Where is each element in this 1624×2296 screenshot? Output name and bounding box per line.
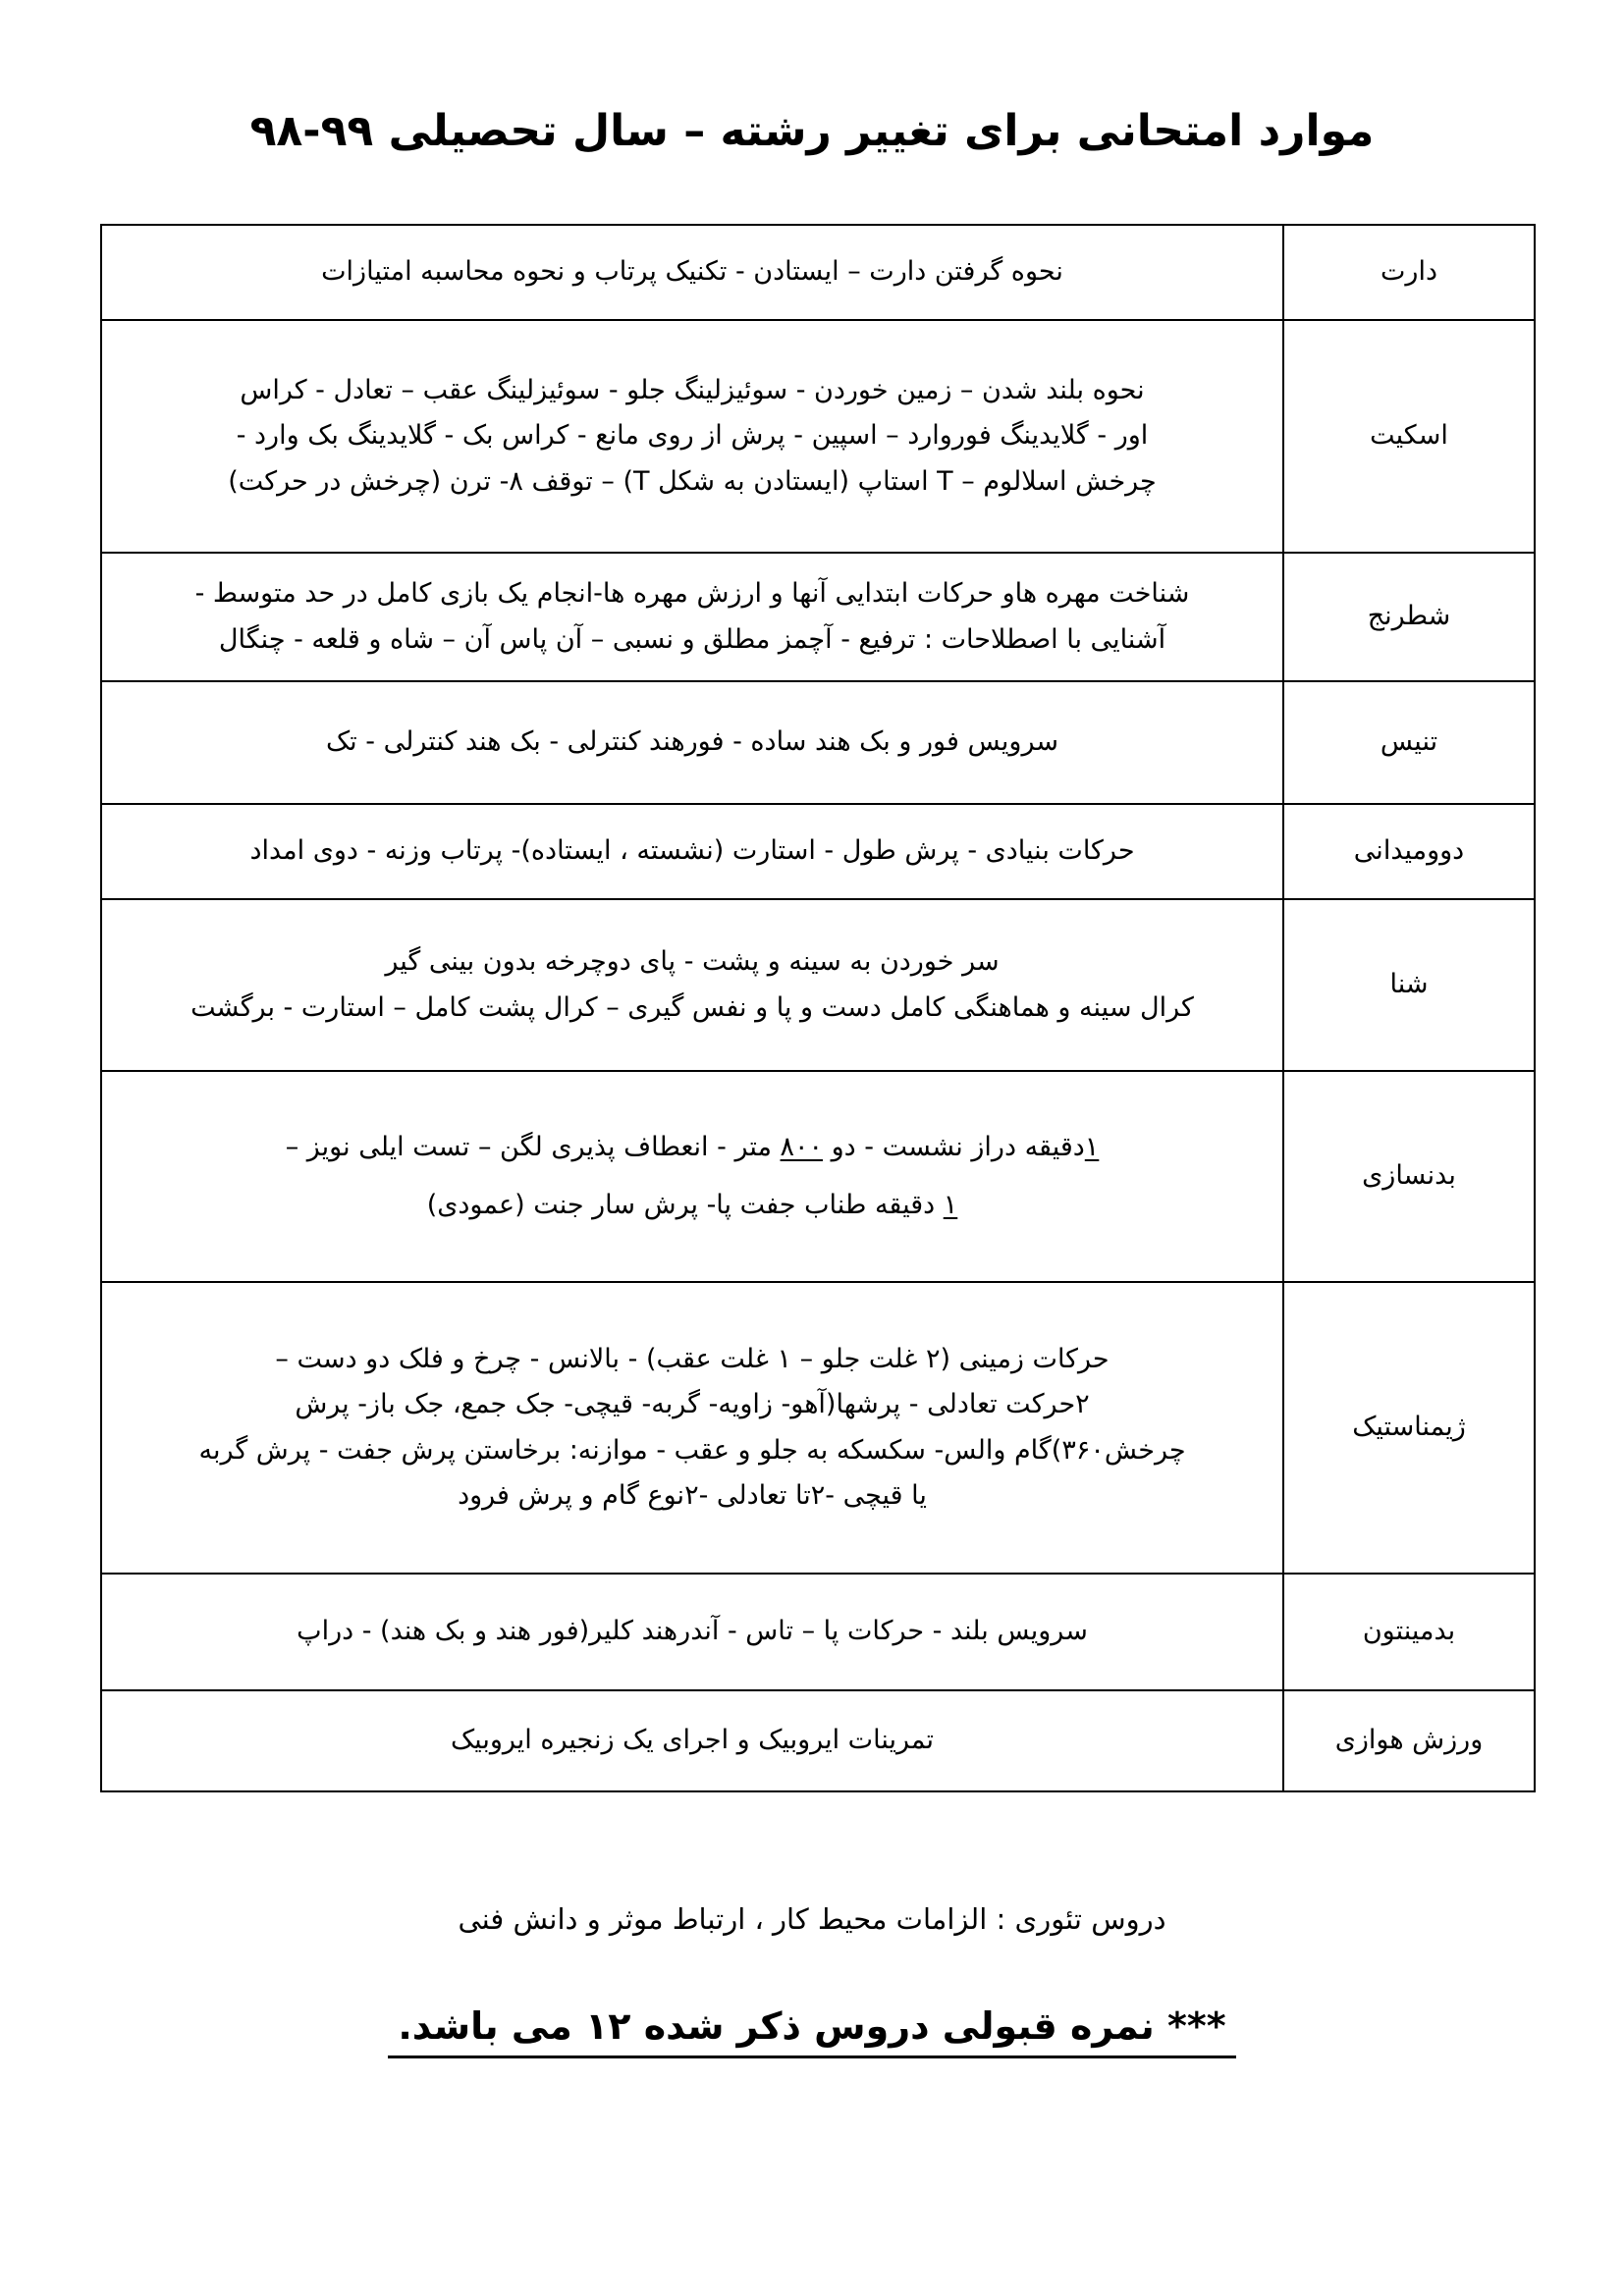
exam-items-line: چرخش۳۶۰)گام والس- سکسکه به جلو و عقب - موازنه: برخاستن پرش جفت - پرش گربه	[198, 1434, 1186, 1466]
exam-items-cell	[101, 225, 1283, 320]
exam-items-line: شناخت مهره هاو حرکات ابتدایی آنها و ارزش مهره ها-انجام یک بازی کامل در حد متوسط -	[194, 578, 1190, 610]
exam-items-line: کرال سینه و هماهنگی کامل دست و پا و نفس گیری – کرال پشت کامل – استارت - برگشت	[190, 991, 1194, 1023]
exam-items-line: حرکات زمینی (۲ غلت جلو – ۱ غلت عقب) - بالانس - چرخ و فلک دو دست –	[275, 1343, 1110, 1374]
exam-items-line: اور - گلایدینگ فوروارد – اسپین - پرش از روی مانع - کراس بک - گلایدینگ بک وارد -	[236, 420, 1149, 452]
table-row	[101, 1574, 1535, 1690]
table-row	[101, 899, 1535, 1071]
exam-items-line: ۲حرکت تعادلی - پرشها(آهو- زاویه- گربه- قیچی- جک جمع، جک باز- پرش	[295, 1389, 1090, 1420]
exam-items-cell	[101, 1071, 1283, 1282]
table-row	[101, 1690, 1535, 1791]
document-title: موارد امتحانی برای تغییر رشته – سال تحصیلی ۹۹-۹۸	[249, 106, 1375, 156]
exam-items-cell	[101, 1574, 1283, 1690]
exam-items-line: یا قیچی -۲تا تعادلی -۲نوع گام و پرش فرود	[458, 1479, 927, 1511]
sport-name-cell: تنیس	[1283, 681, 1535, 804]
theory-courses-text: دروس تئوری : الزامات محیط کار ، ارتباط موثر و دانش فنی	[458, 1902, 1166, 1936]
underlined-number: ۱	[1084, 1132, 1100, 1163]
sport-name-cell: بدنسازی	[1283, 1071, 1535, 1282]
sport-name-cell: ژیمناستیک	[1283, 1282, 1535, 1574]
exam-items-cell	[101, 681, 1283, 804]
sport-name-cell: دوومیدانی	[1283, 804, 1535, 899]
line-text: دقیقه طناب جفت پا- پرش سار جنت (عمودی)	[426, 1189, 944, 1220]
exam-items-line: سرویس بلند - حرکات پا – تاس - آندرهند کلیر(فور هند و بک هند) - دراپ	[297, 1616, 1088, 1647]
table-row	[101, 1282, 1535, 1574]
line-text: دقیقه دراز نشست - دو	[823, 1132, 1085, 1163]
exam-items-line	[120, 1183, 1265, 1228]
exam-items-line	[120, 1125, 1265, 1170]
exam-items-line: سرویس فور و بک هند ساده - فورهند کنترلی - بک هند کنترلی - تک	[326, 726, 1058, 758]
passing-grade-text: *** نمره قبولی دروس ذکر شده ۱۲ می باشد.	[388, 2004, 1235, 2058]
sport-name-cell: دارت	[1283, 225, 1535, 320]
sport-name-cell: شطرنج	[1283, 553, 1535, 681]
exam-items-cell	[101, 1282, 1283, 1574]
sport-name-cell: شنا	[1283, 899, 1535, 1071]
sport-name-cell: ورزش هوازی	[1283, 1690, 1535, 1791]
line-text: متر - انعطاف پذیری لگن – تست ایلی نویز –	[285, 1132, 781, 1163]
exam-items-line: آشنایی با اصطلاحات : ترفیع - آچمز مطلق و نسبی – آن پاس آن – شاه و قلعه - چنگال	[218, 623, 1166, 655]
exam-subjects-table	[100, 224, 1536, 1792]
exam-items-cell	[101, 804, 1283, 899]
table-row	[101, 681, 1535, 804]
table-row	[101, 1071, 1535, 1282]
table-row	[101, 225, 1535, 320]
exam-items-cell	[101, 1690, 1283, 1791]
exam-items-line: سر خوردن به سینه و پشت - پای دوچرخه بدون بینی گیر	[385, 946, 1000, 978]
table-row	[101, 553, 1535, 681]
sport-name-cell: اسکیت	[1283, 320, 1535, 553]
underlined-number: ۱	[943, 1189, 958, 1220]
table-row	[101, 320, 1535, 553]
exam-items-cell	[101, 320, 1283, 553]
exam-items-line: نحوه بلند شدن – زمین خوردن - سوئیزلینگ جلو - سوئیزلینگ عقب – تعادل - کراس	[240, 374, 1145, 405]
table-row	[101, 804, 1535, 899]
exam-items-cell	[101, 553, 1283, 681]
exam-items-cell	[101, 899, 1283, 1071]
sport-name-cell: بدمینتون	[1283, 1574, 1535, 1690]
exam-items-line: تمرینات ایروبیک و اجرای یک زنجیره ایروبیک	[451, 1725, 934, 1756]
passing-grade-note	[0, 2004, 1624, 2058]
exam-items-line: چرخش اسلالوم – T استاپ (ایستادن به شکل T) – توقف ۸- ترن (چرخش در حرکت)	[228, 465, 1157, 497]
underlined-number: ۸۰۰	[780, 1132, 824, 1163]
exam-items-line: حرکات بنیادی - پرش طول - استارت (نشسته ، ایستاده)- پرتاب وزنه - دوی امداد	[249, 835, 1135, 867]
exam-items-line: نحوه گرفتن دارت – ایستادن - تکنیک پرتاب و نحوه محاسبه امتیازات	[321, 256, 1063, 288]
